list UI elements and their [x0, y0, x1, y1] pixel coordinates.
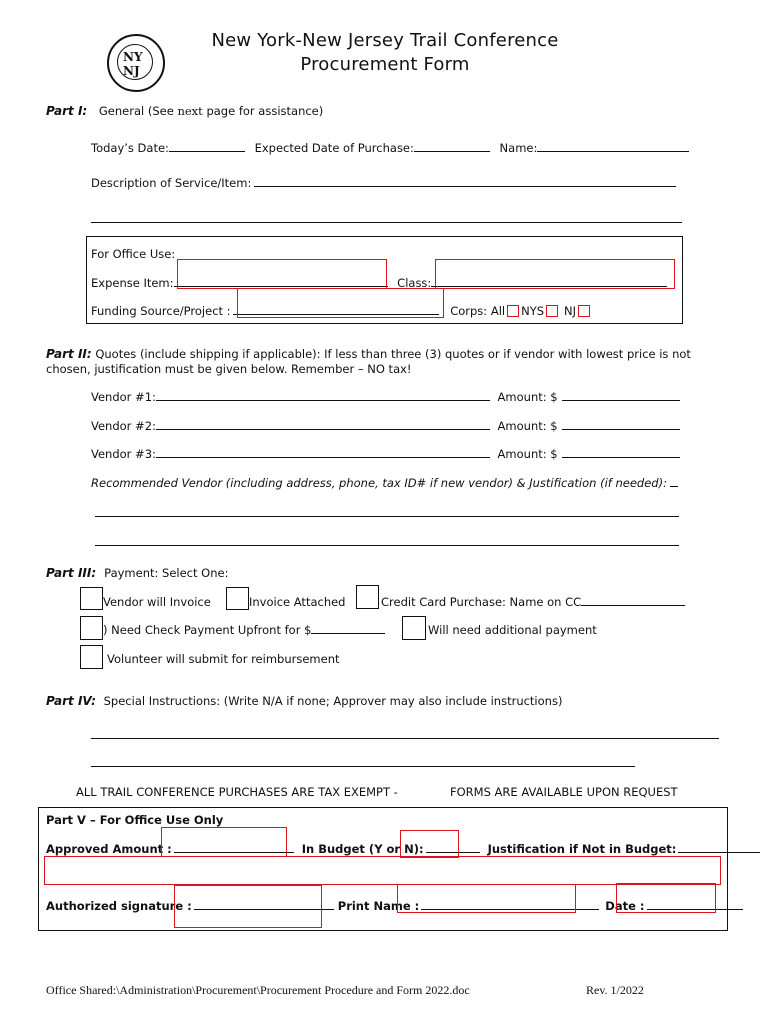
funding-source-label: Funding Source/Project :	[91, 304, 231, 318]
corps-all-checkbox[interactable]	[507, 305, 519, 317]
recommended-line2[interactable]	[95, 516, 679, 517]
class-field[interactable]	[435, 259, 675, 289]
print-name-field[interactable]	[397, 884, 576, 913]
corps-nj-label: NJ	[564, 304, 577, 318]
check-upfront-row	[103, 623, 385, 637]
vendor3-field[interactable]	[156, 447, 490, 458]
corps-label: Corps: All	[450, 304, 506, 318]
vendor1-label: Vendor #1:	[91, 390, 156, 404]
vendor3-amount-field[interactable]	[562, 447, 680, 458]
expense-item-field[interactable]	[177, 259, 387, 289]
additional-payment-label: Will need additional payment	[428, 623, 597, 637]
vendor3-row	[91, 447, 680, 461]
part1-label: Part I:	[46, 104, 88, 118]
footer-revision: Rev. 1/2022	[586, 983, 644, 997]
volunteer-reimbursement-checkbox[interactable]	[80, 645, 103, 669]
additional-payment-checkbox[interactable]	[402, 616, 426, 640]
vendor-invoice-label: Vendor will Invoice	[103, 595, 211, 609]
date-name-row	[91, 141, 689, 155]
form-title-line2: Procurement Form	[300, 54, 470, 75]
form-title-line1: New York-New Jersey Trail Conference	[211, 30, 559, 51]
check-upfront-amount-field[interactable]	[311, 623, 385, 634]
part1-text-next: next	[177, 104, 203, 118]
check-upfront-label: ) Need Check Payment Upfront for $	[103, 623, 312, 637]
corps-nys-label: NYS	[521, 304, 545, 318]
vendor1-field[interactable]	[156, 390, 490, 401]
part5-title: Part V – For Office Use Only	[46, 813, 224, 827]
credit-card-label: Credit Card Purchase: Name on CC	[381, 595, 582, 609]
authorized-signature-label: Authorized signature :	[46, 899, 192, 913]
description-label: Description of Service/Item:	[91, 176, 252, 190]
part1-text-b: page for assistance)	[202, 104, 324, 118]
part2-text-line1: Quotes (include shipping if applicable): If less than three (3) quotes or if vendor with lowest price is not	[91, 347, 691, 361]
vendor2-amount-field[interactable]	[562, 419, 680, 430]
office-use-label: For Office Use:	[91, 247, 176, 261]
check-upfront-checkbox[interactable]	[80, 616, 103, 640]
part2-label: Part II:	[46, 347, 92, 361]
recommended-vendor-field[interactable]	[670, 476, 678, 487]
expected-date-label: Expected Date of Purchase:	[254, 141, 414, 155]
part4-text: Special Instructions: (Write N/A if none; Approver may also include instructions)	[99, 694, 563, 708]
vendor2-row	[91, 419, 680, 433]
authorized-signature-field[interactable]	[174, 885, 322, 928]
print-name-label: Print Name :	[337, 899, 420, 913]
justification-field[interactable]	[44, 856, 721, 885]
forms-available-notice: FORMS ARE AVAILABLE UPON REQUEST	[450, 785, 678, 799]
name-label: Name:	[499, 141, 538, 155]
part2-text-line2: chosen, justification must be given below. Remember – NO tax!	[46, 362, 412, 376]
corps-nys-checkbox[interactable]	[546, 305, 558, 317]
recommended-row	[91, 476, 678, 490]
in-budget-field[interactable]	[400, 830, 459, 858]
vendor2-field[interactable]	[156, 419, 490, 430]
part1-heading	[46, 104, 323, 118]
description-field-line2[interactable]	[91, 222, 682, 223]
approved-amount-label: Approved Amount :	[46, 842, 172, 856]
special-instructions-line1[interactable]	[91, 738, 719, 739]
volunteer-reimbursement-label: Volunteer will submit for reimbursement	[107, 652, 340, 666]
vendor1-amount-field[interactable]	[562, 390, 680, 401]
vendor2-amount-label: Amount: $	[497, 419, 558, 433]
class-label: Class:	[397, 276, 432, 290]
vendor1-row	[91, 390, 680, 404]
expense-item-label: Expense Item:	[91, 276, 174, 290]
recommended-vendor-label: Recommended Vendor (including address, phone, tax ID# if new vendor) & Justification (if needed):	[91, 476, 667, 490]
tax-exempt-notice: ALL TRAIL CONFERENCE PURCHASES ARE TAX EXEMPT -	[76, 785, 398, 799]
corps-nj-checkbox[interactable]	[578, 305, 590, 317]
approved-amount-field[interactable]	[161, 827, 287, 857]
part4-heading	[46, 694, 562, 708]
footer-file-path: Office Shared:\Administration\Procurement\Procurement Procedure and Form 2022.doc	[46, 983, 470, 997]
description-field[interactable]	[254, 176, 676, 187]
part1-text-a: General (See	[98, 104, 178, 118]
part3-text: Payment: Select One:	[104, 566, 229, 580]
invoice-attached-label: Invoice Attached	[249, 595, 346, 609]
vendor-invoice-checkbox[interactable]	[80, 587, 103, 610]
justification-label: Justification if Not in Budget:	[487, 842, 677, 856]
todays-date-field[interactable]	[169, 141, 245, 152]
part4-label: Part IV:	[46, 694, 96, 708]
vendor3-label: Vendor #3:	[91, 447, 156, 461]
name-field[interactable]	[537, 141, 689, 152]
part3-label: Part III:	[46, 566, 97, 580]
date-label: Date :	[605, 899, 645, 913]
todays-date-label: Today’s Date:	[91, 141, 169, 155]
date-field[interactable]	[616, 883, 716, 913]
expected-date-field[interactable]	[414, 141, 490, 152]
credit-card-checkbox[interactable]	[356, 585, 379, 609]
vendor2-label: Vendor #2:	[91, 419, 156, 433]
description-row	[91, 176, 676, 190]
credit-card-name-field[interactable]	[581, 595, 685, 606]
invoice-attached-checkbox[interactable]	[226, 587, 249, 610]
seal-monogram: NY NJ	[123, 50, 143, 78]
in-budget-label: In Budget (Y or N):	[301, 842, 424, 856]
special-instructions-line2[interactable]	[91, 766, 635, 767]
part3-heading	[46, 566, 228, 580]
part2-heading	[46, 347, 691, 361]
vendor3-amount-label: Amount: $	[497, 447, 558, 461]
vendor1-amount-label: Amount: $	[497, 390, 558, 404]
recommended-line3[interactable]	[95, 545, 679, 546]
justification-line	[678, 842, 760, 853]
funding-source-field[interactable]	[237, 288, 444, 318]
credit-card-row	[381, 595, 685, 609]
